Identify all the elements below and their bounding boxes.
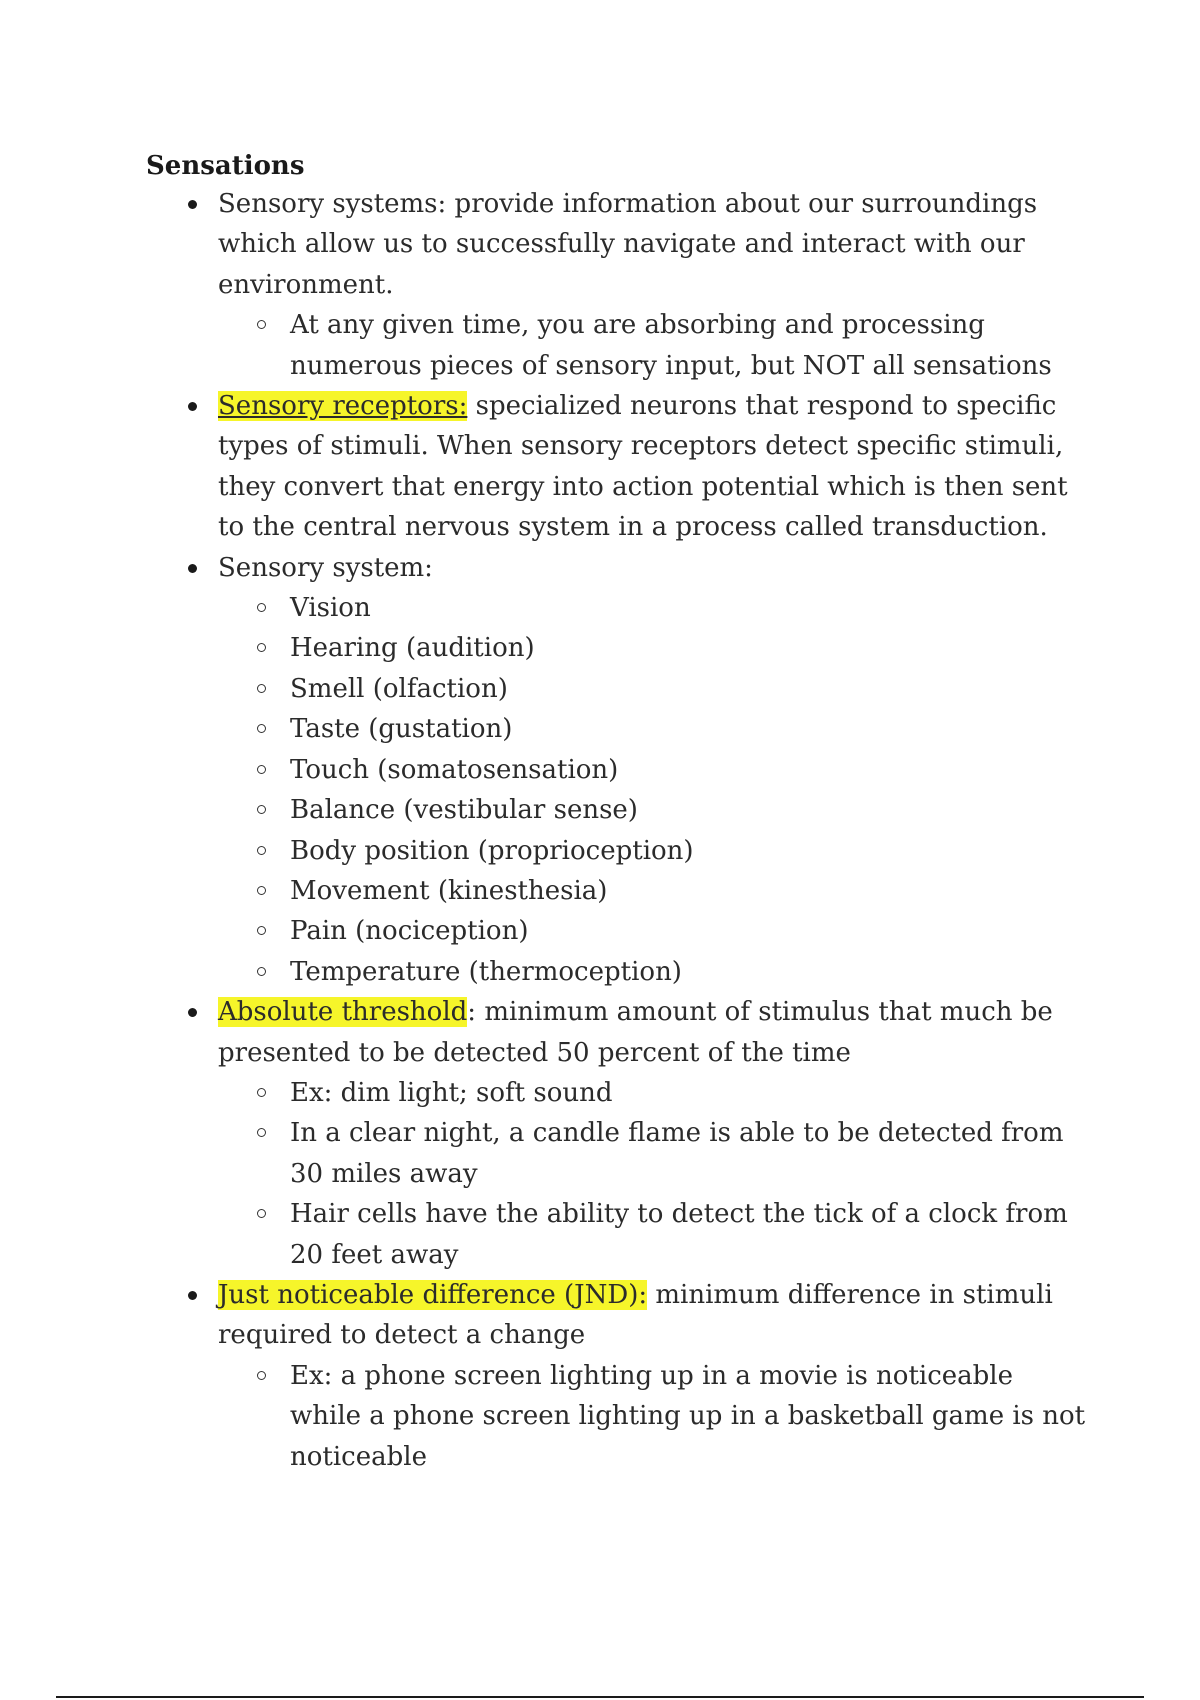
sub-bullet-item: Movement (kinesthesia) <box>290 871 1088 911</box>
sub-bullet-item: In a clear night, a candle flame is able to be detected from 30 miles away <box>290 1113 1088 1194</box>
sub-bullet-item: Ex: dim light; soft sound <box>290 1073 1088 1113</box>
sub-bullet-item: At any given time, you are absorbing and processing numerous pieces of sensory input, but NOT all sensations <box>290 305 1088 386</box>
sub-bullet-item: Hearing (audition) <box>290 628 1088 668</box>
notes-body <box>0 184 1200 1477</box>
highlighted-term: Absolute threshold <box>218 997 468 1028</box>
bullet-text: minimum difference in stimuli required to detect a change <box>218 1279 1053 1351</box>
bullet-text: Sensory system: <box>218 552 433 583</box>
sub-bullet-item: Ex: a phone screen lighting up in a movie is noticeable while a phone screen lighting up in a basketball game is not noticeable <box>290 1356 1088 1477</box>
sub-bullet-list <box>218 305 1088 386</box>
sub-bullet-item: Vision <box>290 588 1088 628</box>
page-title: Sensations <box>146 151 305 181</box>
sub-bullet-item: Temperature (thermoception) <box>290 952 1088 992</box>
sub-bullet-item: Balance (vestibular sense) <box>290 790 1088 830</box>
sub-bullet-item: Smell (olfaction) <box>290 669 1088 709</box>
bullet-text: Sensory systems: provide information about our surroundings which allow us to successfully navigate and interact with our environment. <box>218 189 1038 300</box>
bullet-list <box>0 184 1088 1477</box>
sub-bullet-list <box>218 588 1088 992</box>
bullet-sensory-systems <box>218 184 1088 386</box>
sub-bullet-item: Taste (gustation) <box>290 709 1088 749</box>
bullet-text: : minimum amount of stimulus that much be presented to be detected 50 percent of the time <box>218 997 1053 1068</box>
highlighted-term: Sensory receptors: <box>218 391 468 422</box>
bullet-jnd <box>218 1275 1088 1477</box>
sub-bullet-item: Pain (nociception) <box>290 911 1088 951</box>
page-bottom-rule <box>56 1696 1144 1698</box>
sub-bullet-item: Touch (somatosensation) <box>290 750 1088 790</box>
bullet-sensory-receptors <box>218 386 1088 548</box>
bullet-absolute-threshold <box>218 992 1088 1275</box>
sub-bullet-item: Hair cells have the ability to detect the tick of a clock from 20 feet away <box>290 1194 1088 1275</box>
sub-bullet-list <box>218 1073 1088 1275</box>
bullet-sensory-system-list <box>218 548 1088 992</box>
sub-bullet-list <box>218 1356 1088 1477</box>
highlighted-term: Just noticeable difference (JND): <box>218 1279 648 1310</box>
bullet-text: specialized neurons that respond to specific types of stimuli. When sensory receptors detect specific stimuli, they convert that energy into action potential which is then sent to the central nervous system in a process called transduction. <box>218 391 1068 543</box>
sub-bullet-item: Body position (proprioception) <box>290 831 1088 871</box>
